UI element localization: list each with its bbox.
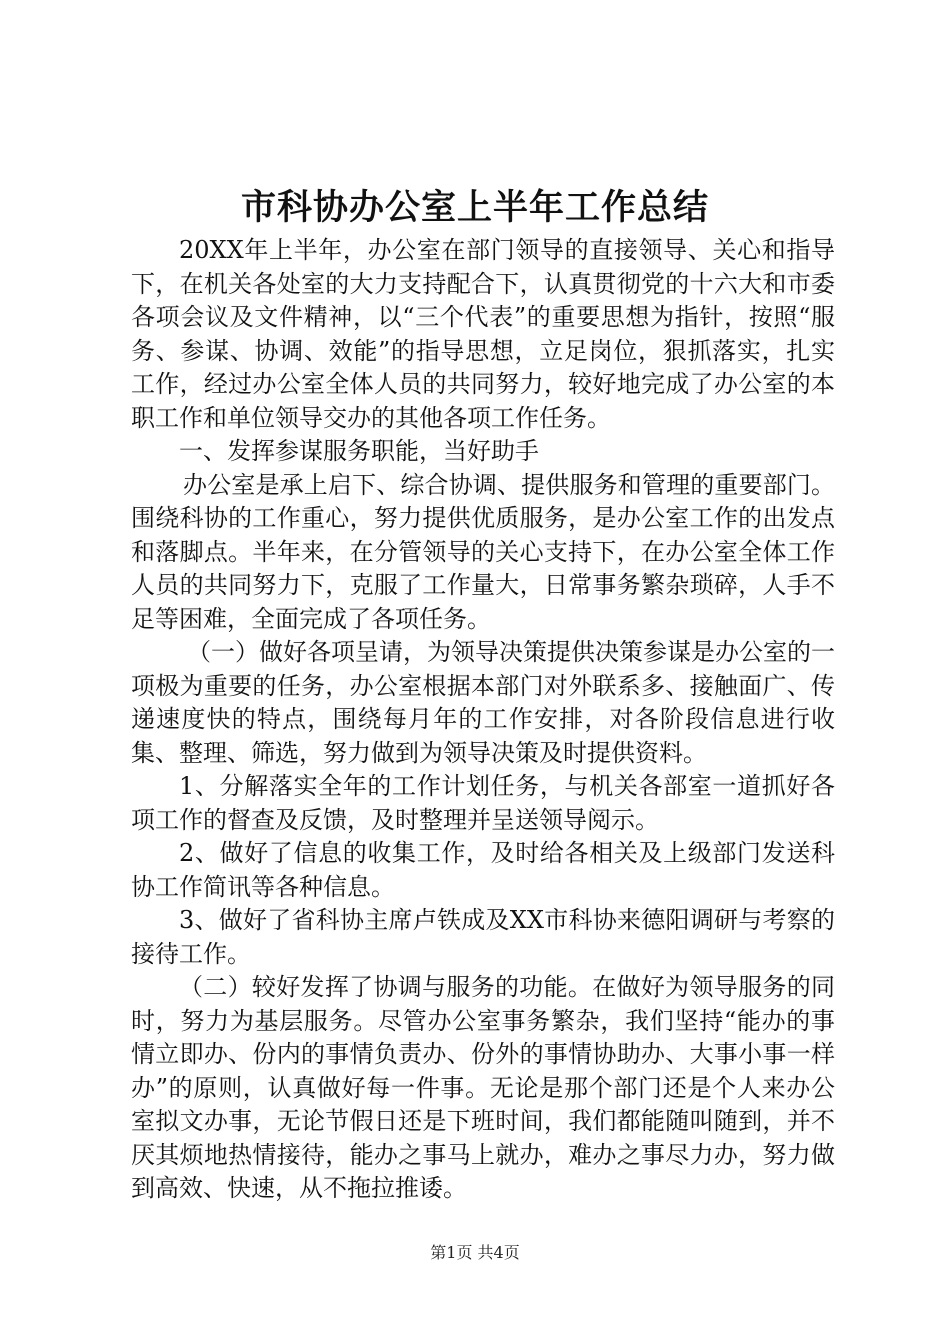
subsection-1-paragraph: （一）做好各项呈请，为领导决策提供决策参谋是办公室的一项极为重要的任务，办公室根据本部门对外联系多、接触面广、传递速度快的特点，围绕每月年的工作安排，对各阶段信息进行收集、整理、筛选，努力做到为领导决策及时提供资料。 — [131, 638, 835, 767]
list-item-1: 1、分解落实全年的工作计划任务，与机关各部室一道抓好各项工作的督查及反馈，及时整理并呈送领导阅示。 — [131, 772, 835, 834]
document-body — [131, 234, 835, 1206]
section-heading-1: 一、发挥参谋服务职能，当好助手 — [179, 437, 539, 465]
list-item-2: 2、做好了信息的收集工作，及时给各相关及上级部门发送科协工作简讯等各种信息。 — [131, 839, 835, 901]
subsection-2-paragraph: （二）较好发挥了协调与服务的功能。在做好为领导服务的同时，努力为基层服务。尽管办公室事务繁杂，我们坚持“能办的事情立即办、份内的事情负责办、份外的事情协助办、大事小事一样办”的原则，认真做好每一件事。无论是那个部门还是个人来办公室拟文办事，无论节假日还是下班时间，我们都能随叫随到，并不厌其烦地热情接待，能办之事马上就办，难办之事尽力办，努力做到高效、快速，从不拖拉推诿。 — [131, 973, 835, 1202]
list-item-3: 3、做好了省科协主席卢铁成及XX市科协来德阳调研与考察的接待工作。 — [131, 906, 835, 968]
section-1-paragraph: 办公室是承上启下、综合协调、提供服务和管理的重要部门。围绕科协的工作重心，努力提供优质服务，是办公室工作的出发点和落脚点。半年来，在分管领导的关心支持下，在办公室全体工作人员的共同努力下，克服了工作量大，日常事务繁杂琐碎，人手不足等困难，全面完成了各项任务。 — [131, 470, 835, 633]
intro-paragraph: 20XX年上半年，办公室在部门领导的直接领导、关心和指导下，在机关各处室的大力支持配合下，认真贯彻党的十六大和市委各项会议及文件精神，以“三个代表”的重要思想为指针，按照“服务、参谋、协调、效能”的指导思想，立足岗位，狠抓落实，扎实工作，经过办公室全体人员的共同努力，较好地完成了办公室的本职工作和单位领导交办的其他各项工作任务。 — [131, 236, 835, 432]
page-footer: 第1页 共4页 — [430, 1243, 520, 1262]
document-title: 市科协办公室上半年工作总结 — [240, 187, 709, 228]
